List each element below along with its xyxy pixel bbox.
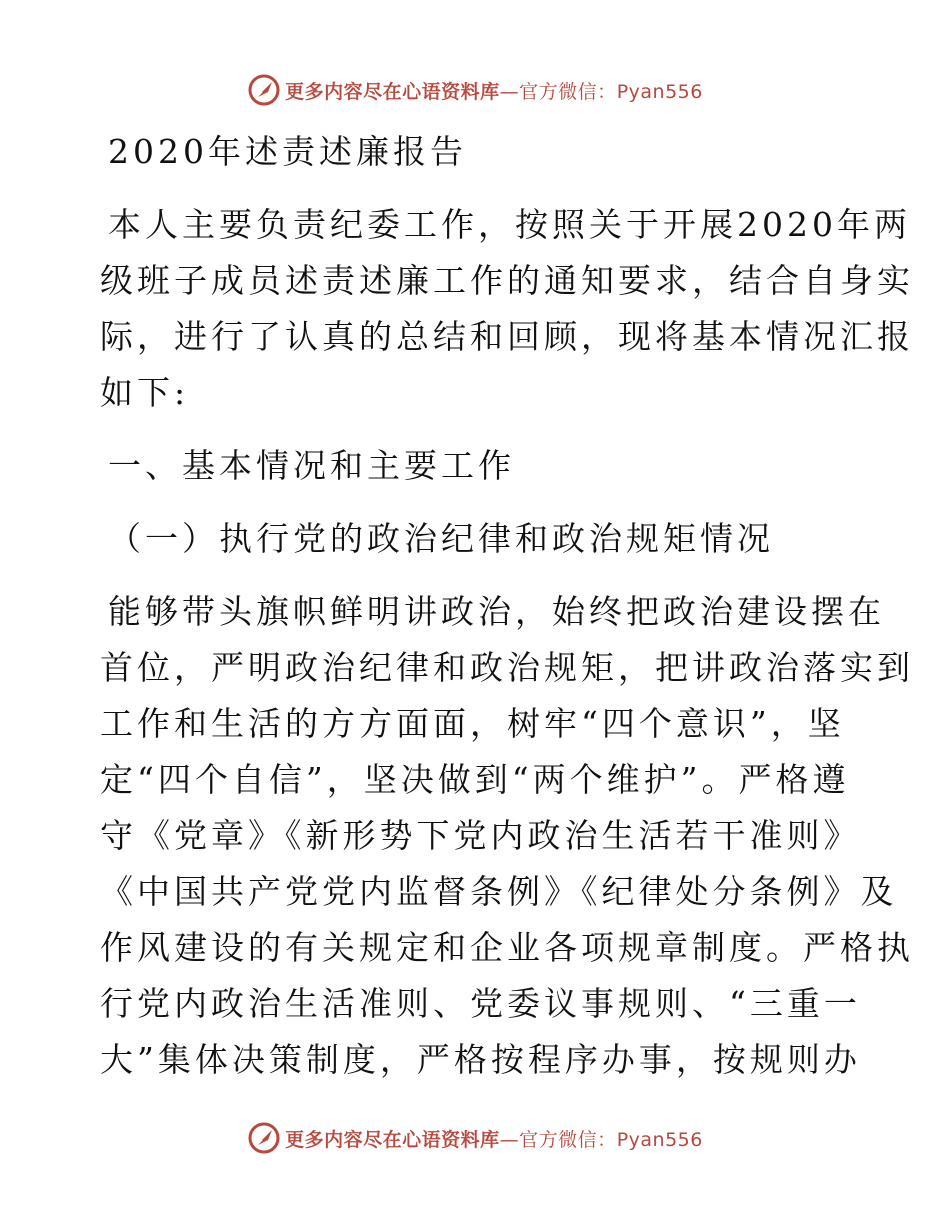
- watermark-brand: 更多内容尽在心语资料库: [285, 1128, 500, 1151]
- document-body: [100, 124, 914, 1088]
- subsection-heading: （一）执行党的政治纪律和政治规矩情况: [108, 519, 774, 558]
- paragraph-line: 工作和生活的方方面面，树牢“四个意识”，坚: [100, 704, 845, 743]
- paragraph-line: 守《党章》《新形势下党内政治生活若干准则》: [100, 816, 861, 855]
- paragraph-line: 如下:: [100, 373, 190, 412]
- watermark-separator: —官方微信：: [499, 80, 617, 103]
- document-title: 2020年述责述廉报告: [108, 132, 467, 171]
- paragraph-line: 能够带头旗帜鲜明讲政治，始终把政治建设摆在: [108, 592, 885, 631]
- watermark-text: [285, 1125, 703, 1152]
- section-heading: 一、基本情况和主要工作: [108, 446, 515, 485]
- quill-logo-icon: [247, 1121, 281, 1155]
- paragraph-line: 《中国共产党党内监督条例》《纪律处分条例》及: [100, 872, 898, 911]
- paragraph-line: 首位，严明政治纪律和政治规矩，把讲政治落实到: [100, 648, 914, 687]
- watermark-text: [285, 77, 703, 104]
- paragraph-political-discipline: [100, 584, 914, 1088]
- footer-watermark: [0, 1118, 950, 1158]
- paragraph-line: 本人主要负责纪委工作，按照关于开展2020年两: [108, 205, 911, 244]
- paragraph-line: 行党内政治生活准则、党委议事规则、“三重一: [100, 984, 861, 1023]
- header-watermark: [0, 70, 950, 110]
- watermark-wechat-id: Pyan556: [616, 1128, 703, 1151]
- paragraph-line: 定“四个自信”，坚决做到“两个维护”。严格遵: [100, 760, 850, 799]
- watermark-wechat-id: Pyan556: [616, 80, 703, 103]
- watermark-separator: —官方微信：: [499, 1128, 617, 1151]
- quill-logo-icon: [247, 73, 281, 107]
- paragraph-intro: [100, 197, 914, 421]
- paragraph-line: 大”集体决策制度，严格按程序办事，按规则办: [100, 1040, 861, 1079]
- watermark-brand: 更多内容尽在心语资料库: [285, 80, 500, 103]
- paragraph-line: 作风建设的有关规定和企业各项规章制度。严格执: [100, 928, 914, 967]
- paragraph-line: 际，进行了认真的总结和回顾，现将基本情况汇报: [100, 317, 914, 356]
- paragraph-line: 级班子成员述责述廉工作的通知要求，结合自身实: [100, 261, 914, 300]
